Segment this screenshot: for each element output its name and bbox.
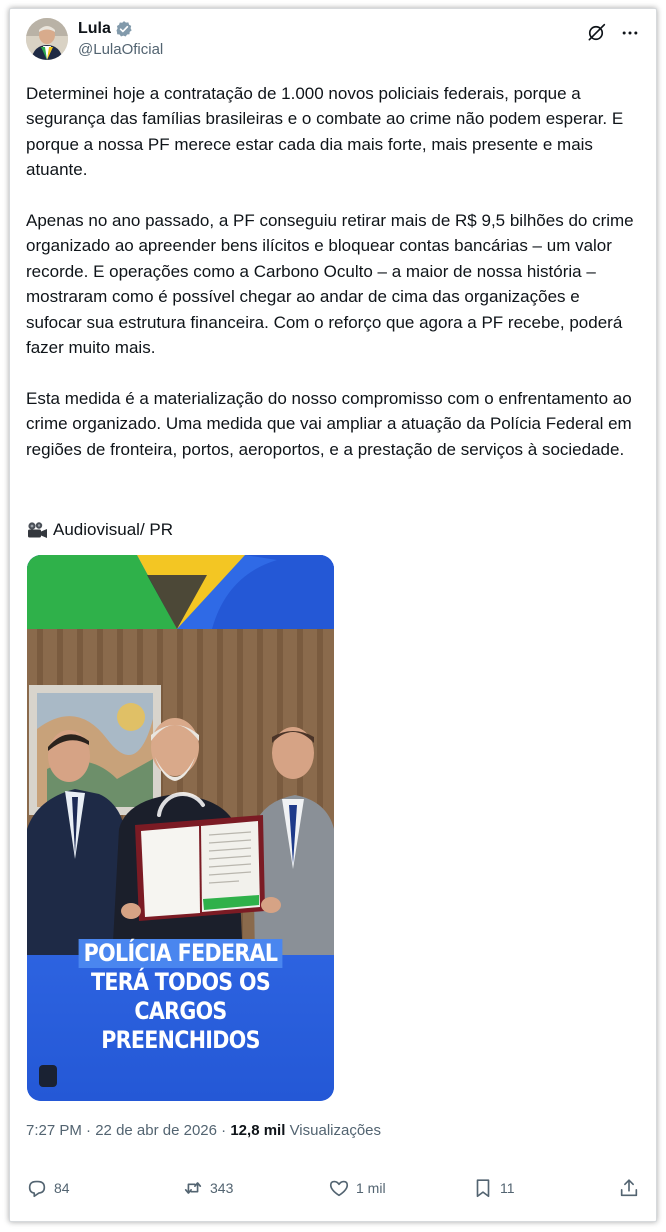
display-name[interactable]: Lula: [78, 20, 111, 37]
tweet-card: [9, 8, 657, 1222]
share-button[interactable]: [618, 1174, 640, 1202]
tweet-date[interactable]: 22 de abr de 2026: [95, 1122, 217, 1139]
bookmark-icon: [472, 1177, 494, 1199]
flag-banner-graphic: [27, 555, 334, 629]
tweet-paragraph-3: Esta medida é a materialização do nosso compromisso com o enfrentamento ao crime organizado. Uma medida que vai ampliar a atuação da Polícia Federal em regiões de fronteira, portos, aeroportos, e a prestação de serviços à sociedade.: [26, 388, 632, 459]
movie-camera-icon: [26, 521, 48, 539]
handle[interactable]: @LulaOficial: [78, 41, 164, 58]
verified-badge-icon: [115, 20, 133, 38]
like-count: 1 mil: [356, 1180, 386, 1196]
repost-button[interactable]: [182, 1174, 233, 1202]
views-label: Visualizações: [289, 1122, 382, 1139]
repost-icon: [182, 1177, 204, 1199]
meta-separator: ·: [86, 1122, 92, 1139]
tweet-actions-bar: [26, 1174, 640, 1202]
headline-line-2: TERÁ TODOS OS CARGOS: [90, 968, 271, 1025]
tweet-time[interactable]: 7:27 PM: [26, 1122, 82, 1139]
share-icon: [618, 1177, 640, 1199]
ceremony-photo: [27, 629, 334, 961]
repost-count: 343: [210, 1180, 234, 1196]
meta-separator-2: ·: [221, 1122, 227, 1139]
headline-line-3: PREENCHIDOS: [101, 1026, 260, 1054]
bookmark-count: 11: [500, 1180, 515, 1196]
media-credit: [26, 518, 173, 542]
headline-line-1: POLÍCIA FEDERAL: [79, 939, 283, 968]
avatar[interactable]: [26, 18, 68, 60]
name-row: [78, 20, 133, 38]
tweet-meta: [26, 1122, 381, 1139]
header-actions: [586, 23, 640, 43]
credit-text: Audiovisual/ PR: [53, 520, 174, 539]
bookmark-button[interactable]: [472, 1174, 515, 1202]
tweet-paragraph-2: Apenas no ano passado, a PF conseguiu retirar mais de R$ 9,5 bilhões do crime organizado ao apreender bens ilícitos e bloquear contas bancárias – um valor recorde. E operações como a Carbono Oculto – a maior de nossa história – mostraram como é possível chegar ao andar de cima das organizações e sufocar sua estrutura financeira. Com o reforço que agora a PF recebe, poderá fazer muito mais.: [26, 211, 634, 358]
reply-count: 84: [54, 1180, 70, 1196]
media-headline: [48, 939, 312, 1055]
reply-button[interactable]: [26, 1174, 70, 1202]
like-button[interactable]: [328, 1174, 386, 1202]
tweet-header: [26, 17, 640, 65]
reply-icon: [26, 1177, 48, 1199]
alt-badge-icon[interactable]: [39, 1065, 57, 1087]
tweet-media-image[interactable]: [27, 555, 334, 1101]
grok-icon[interactable]: [586, 23, 606, 43]
heart-icon: [328, 1177, 350, 1199]
more-icon[interactable]: [620, 23, 640, 43]
views-count: 12,8 mil: [230, 1122, 286, 1139]
tweet-paragraph-1: Determinei hoje a contratação de 1.000 novos policiais federais, porque a segurança das famílias brasileiras e o combate ao crime não podem esperar. E porque a nossa PF merece estar cada dia mais forte, mais presente e mais atuante.: [26, 84, 624, 180]
tweet-text: [26, 81, 640, 462]
